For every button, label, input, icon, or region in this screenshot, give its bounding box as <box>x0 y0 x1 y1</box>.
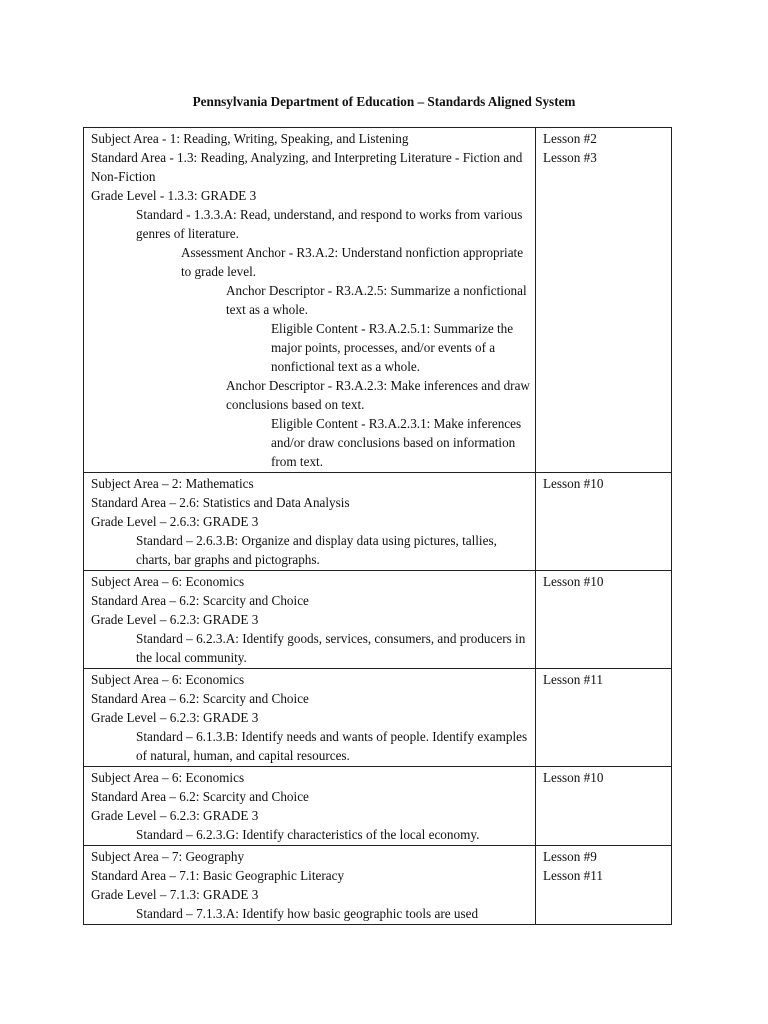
standard-line: Standard – 6.2.3.A: Identify goods, services, consumers, and producers in the local community. <box>136 631 526 665</box>
standards-row <box>84 473 672 571</box>
lesson-label: Lesson #10 <box>543 574 604 589</box>
standard-line: Grade Level – 6.2.3: GRADE 3 <box>91 612 259 627</box>
standards-row <box>84 846 672 925</box>
standards-cell <box>84 767 536 846</box>
lessons-cell <box>536 473 672 571</box>
standard-line: Grade Level – 7.1.3: GRADE 3 <box>91 887 259 902</box>
standards-cell <box>84 846 536 925</box>
standard-line: Standard Area – 6.2: Scarcity and Choice <box>91 691 309 706</box>
lessons-cell <box>536 128 672 473</box>
standard-line: Standard Area – 6.2: Scarcity and Choice <box>91 789 309 804</box>
standard-line: Grade Level – 6.2.3: GRADE 3 <box>91 808 259 823</box>
lesson-label: Lesson #9 <box>543 849 597 864</box>
lesson-label: Lesson #2 <box>543 131 597 146</box>
lesson-label: Lesson #10 <box>543 770 604 785</box>
lesson-label: Lesson #3 <box>543 150 597 165</box>
lessons-cell <box>536 846 672 925</box>
standard-line: Standard – 7.1.3.A: Identify how basic geographic tools are used <box>136 906 479 921</box>
lesson-label: Lesson #11 <box>543 672 603 687</box>
standards-table-body <box>84 128 672 925</box>
standard-line: Standard – 2.6.3.B: Organize and display data using pictures, tallies, charts, bar graphs and pictographs. <box>136 533 497 567</box>
standard-line: Subject Area – 6: Economics <box>91 672 245 687</box>
standards-cell <box>84 473 536 571</box>
lessons-cell <box>536 571 672 669</box>
standard-line: Standard Area – 2.6: Statistics and Data Analysis <box>91 495 350 510</box>
lesson-label: Lesson #11 <box>543 868 603 883</box>
standards-row <box>84 571 672 669</box>
standard-line: Grade Level – 6.2.3: GRADE 3 <box>91 710 259 725</box>
standard-line: Standard Area – 7.1: Basic Geographic Literacy <box>91 868 345 883</box>
document-title: Pennsylvania Department of Education – Standards Aligned System <box>192 94 576 109</box>
standard-line: Subject Area - 1: Reading, Writing, Speaking, and Listening <box>91 131 409 146</box>
standards-row <box>84 669 672 767</box>
lessons-cell <box>536 669 672 767</box>
standard-line: Standard - 1.3.3.A: Read, understand, and respond to works from various genres of literature. <box>136 207 523 241</box>
standards-cell <box>84 669 536 767</box>
standard-line: Grade Level – 2.6.3: GRADE 3 <box>91 514 259 529</box>
standard-line: Standard Area - 1.3: Reading, Analyzing, and Interpreting Literature - Fiction and Non-Fiction <box>91 150 523 184</box>
standard-line: Standard – 6.2.3.G: Identify characteristics of the local economy. <box>136 827 480 842</box>
lessons-cell <box>536 767 672 846</box>
standard-line: Anchor Descriptor - R3.A.2.3: Make inferences and draw conclusions based on text. <box>226 378 530 412</box>
standards-table <box>83 127 672 925</box>
standard-line: Standard – 6.1.3.B: Identify needs and wants of people. Identify examples of natural, human, and capital resources. <box>136 729 528 763</box>
standard-line: Subject Area – 6: Economics <box>91 770 245 785</box>
standard-line: Assessment Anchor - R3.A.2: Understand nonfiction appropriate to grade level. <box>181 245 524 279</box>
standards-cell <box>84 571 536 669</box>
standard-line: Anchor Descriptor - R3.A.2.5: Summarize a nonfictional text as a whole. <box>226 283 527 317</box>
standards-row <box>84 128 672 473</box>
standard-line: Subject Area – 6: Economics <box>91 574 245 589</box>
standard-line: Subject Area – 2: Mathematics <box>91 476 254 491</box>
lesson-label: Lesson #10 <box>543 476 604 491</box>
standard-line: Eligible Content - R3.A.2.5.1: Summarize the major points, processes, and/or events of a nonfictional text as a whole. <box>271 321 514 374</box>
standard-line: Eligible Content - R3.A.2.3.1: Make inferences and/or draw conclusions based on information from text. <box>271 416 522 469</box>
standards-cell <box>84 128 536 473</box>
standard-line: Grade Level - 1.3.3: GRADE 3 <box>91 188 257 203</box>
standard-line: Subject Area – 7: Geography <box>91 849 245 864</box>
standard-line: Standard Area – 6.2: Scarcity and Choice <box>91 593 309 608</box>
standards-row <box>84 767 672 846</box>
